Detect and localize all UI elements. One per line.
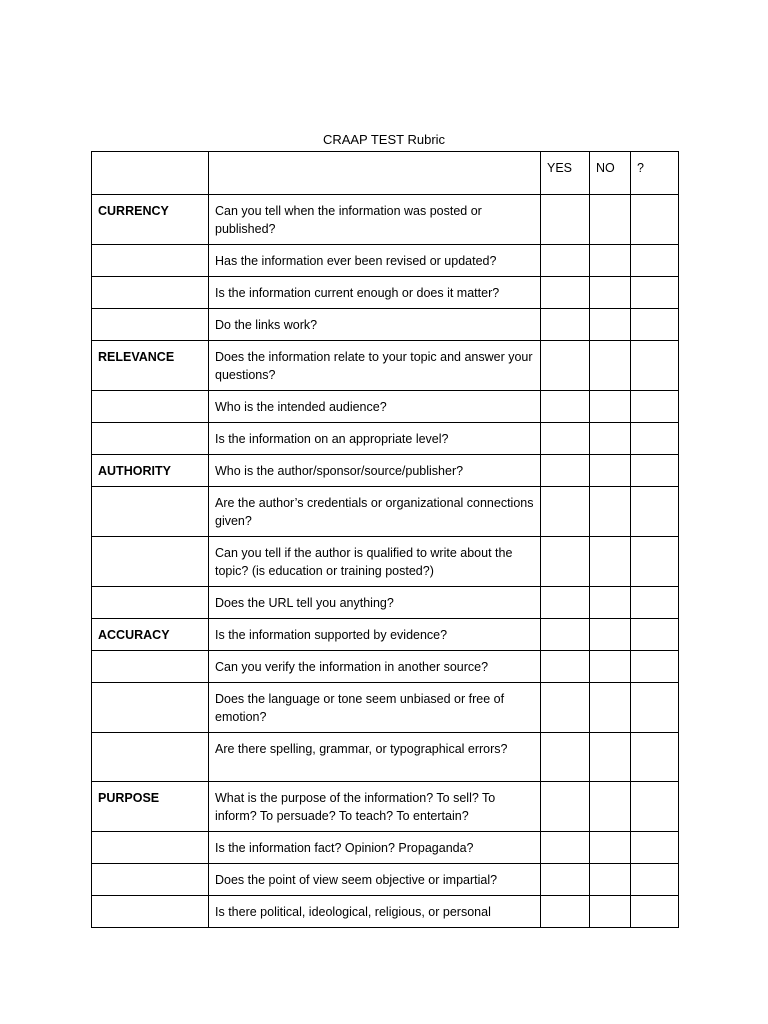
yes-check-cell[interactable] — [541, 309, 590, 341]
yes-check-cell[interactable] — [541, 587, 590, 619]
header-unsure: ? — [631, 152, 679, 195]
criteria-cell: ACCURACY — [92, 619, 209, 651]
no-check-cell[interactable] — [590, 782, 631, 832]
table-row — [92, 864, 679, 896]
unsure-check-cell[interactable] — [631, 341, 679, 391]
no-check-cell[interactable] — [590, 733, 631, 782]
question-cell: Can you tell when the information was posted or published? — [209, 195, 541, 245]
no-check-cell[interactable] — [590, 896, 631, 928]
table-row — [92, 832, 679, 864]
criteria-cell — [92, 487, 209, 537]
unsure-check-cell[interactable] — [631, 683, 679, 733]
criteria-cell: CURRENCY — [92, 195, 209, 245]
criteria-cell — [92, 896, 209, 928]
yes-check-cell[interactable] — [541, 782, 590, 832]
unsure-check-cell[interactable] — [631, 245, 679, 277]
yes-check-cell[interactable] — [541, 683, 590, 733]
header-question — [209, 152, 541, 195]
no-check-cell[interactable] — [590, 651, 631, 683]
question-cell: Does the language or tone seem unbiased or free of emotion? — [209, 683, 541, 733]
yes-check-cell[interactable] — [541, 832, 590, 864]
yes-check-cell[interactable] — [541, 245, 590, 277]
criteria-cell — [92, 864, 209, 896]
question-cell: Can you tell if the author is qualified to write about the topic? (is education or training posted?) — [209, 537, 541, 587]
question-cell: Has the information ever been revised or updated? — [209, 245, 541, 277]
question-cell: Are there spelling, grammar, or typographical errors? — [209, 733, 541, 782]
yes-check-cell[interactable] — [541, 391, 590, 423]
yes-check-cell[interactable] — [541, 195, 590, 245]
question-cell: Is the information supported by evidence? — [209, 619, 541, 651]
unsure-check-cell[interactable] — [631, 651, 679, 683]
no-check-cell[interactable] — [590, 832, 631, 864]
no-check-cell[interactable] — [590, 245, 631, 277]
table-row — [92, 455, 679, 487]
no-check-cell[interactable] — [590, 487, 631, 537]
header-row — [92, 152, 679, 195]
criteria-cell: PURPOSE — [92, 782, 209, 832]
question-cell: Is the information fact? Opinion? Propaganda? — [209, 832, 541, 864]
question-cell: Does the URL tell you anything? — [209, 587, 541, 619]
question-cell: Can you verify the information in another source? — [209, 651, 541, 683]
rubric-table — [91, 151, 679, 928]
question-cell: Do the links work? — [209, 309, 541, 341]
question-cell: Is the information on an appropriate level? — [209, 423, 541, 455]
criteria-cell — [92, 587, 209, 619]
no-check-cell[interactable] — [590, 537, 631, 587]
yes-check-cell[interactable] — [541, 896, 590, 928]
unsure-check-cell[interactable] — [631, 782, 679, 832]
table-row — [92, 683, 679, 733]
table-row — [92, 309, 679, 341]
yes-check-cell[interactable] — [541, 651, 590, 683]
table-row — [92, 195, 679, 245]
header-criteria — [92, 152, 209, 195]
no-check-cell[interactable] — [590, 455, 631, 487]
table-row — [92, 245, 679, 277]
criteria-cell — [92, 423, 209, 455]
no-check-cell[interactable] — [590, 277, 631, 309]
table-row — [92, 487, 679, 537]
question-cell: What is the purpose of the information? To sell? To inform? To persuade? To teach? To entertain? — [209, 782, 541, 832]
unsure-check-cell[interactable] — [631, 587, 679, 619]
criteria-cell — [92, 245, 209, 277]
criteria-cell — [92, 651, 209, 683]
no-check-cell[interactable] — [590, 423, 631, 455]
criteria-cell — [92, 309, 209, 341]
unsure-check-cell[interactable] — [631, 896, 679, 928]
unsure-check-cell[interactable] — [631, 391, 679, 423]
table-row — [92, 651, 679, 683]
no-check-cell[interactable] — [590, 195, 631, 245]
table-row — [92, 587, 679, 619]
header-no: NO — [590, 152, 631, 195]
no-check-cell[interactable] — [590, 309, 631, 341]
no-check-cell[interactable] — [590, 341, 631, 391]
unsure-check-cell[interactable] — [631, 733, 679, 782]
question-cell: Who is the author/sponsor/source/publisher? — [209, 455, 541, 487]
yes-check-cell[interactable] — [541, 864, 590, 896]
criteria-cell — [92, 733, 209, 782]
no-check-cell[interactable] — [590, 864, 631, 896]
yes-check-cell[interactable] — [541, 341, 590, 391]
unsure-check-cell[interactable] — [631, 195, 679, 245]
table-row — [92, 277, 679, 309]
unsure-check-cell[interactable] — [631, 277, 679, 309]
yes-check-cell[interactable] — [541, 619, 590, 651]
header-yes: YES — [541, 152, 590, 195]
criteria-cell — [92, 277, 209, 309]
yes-check-cell[interactable] — [541, 487, 590, 537]
unsure-check-cell[interactable] — [631, 619, 679, 651]
table-row — [92, 423, 679, 455]
no-check-cell[interactable] — [590, 683, 631, 733]
table-row — [92, 782, 679, 832]
table-row — [92, 391, 679, 423]
no-check-cell[interactable] — [590, 391, 631, 423]
unsure-check-cell[interactable] — [631, 832, 679, 864]
question-cell: Are the author’s credentials or organizational connections given? — [209, 487, 541, 537]
yes-check-cell[interactable] — [541, 537, 590, 587]
unsure-check-cell[interactable] — [631, 537, 679, 587]
page-title: CRAAP TEST Rubric — [322, 132, 446, 147]
criteria-cell — [92, 683, 209, 733]
criteria-cell — [92, 832, 209, 864]
yes-check-cell[interactable] — [541, 733, 590, 782]
no-check-cell[interactable] — [590, 587, 631, 619]
question-cell: Does the point of view seem objective or impartial? — [209, 864, 541, 896]
question-cell: Who is the intended audience? — [209, 391, 541, 423]
table-row — [92, 537, 679, 587]
unsure-check-cell[interactable] — [631, 455, 679, 487]
criteria-cell: AUTHORITY — [92, 455, 209, 487]
question-cell: Is there political, ideological, religious, or personal — [209, 896, 541, 928]
table-row — [92, 619, 679, 651]
table-row — [92, 896, 679, 928]
yes-check-cell[interactable] — [541, 277, 590, 309]
yes-check-cell[interactable] — [541, 423, 590, 455]
yes-check-cell[interactable] — [541, 455, 590, 487]
criteria-cell: RELEVANCE — [92, 341, 209, 391]
table-row — [92, 733, 679, 782]
question-cell: Is the information current enough or does it matter? — [209, 277, 541, 309]
unsure-check-cell[interactable] — [631, 487, 679, 537]
criteria-cell — [92, 537, 209, 587]
table-row — [92, 341, 679, 391]
criteria-cell — [92, 391, 209, 423]
question-cell: Does the information relate to your topic and answer your questions? — [209, 341, 541, 391]
unsure-check-cell[interactable] — [631, 864, 679, 896]
no-check-cell[interactable] — [590, 619, 631, 651]
unsure-check-cell[interactable] — [631, 309, 679, 341]
unsure-check-cell[interactable] — [631, 423, 679, 455]
